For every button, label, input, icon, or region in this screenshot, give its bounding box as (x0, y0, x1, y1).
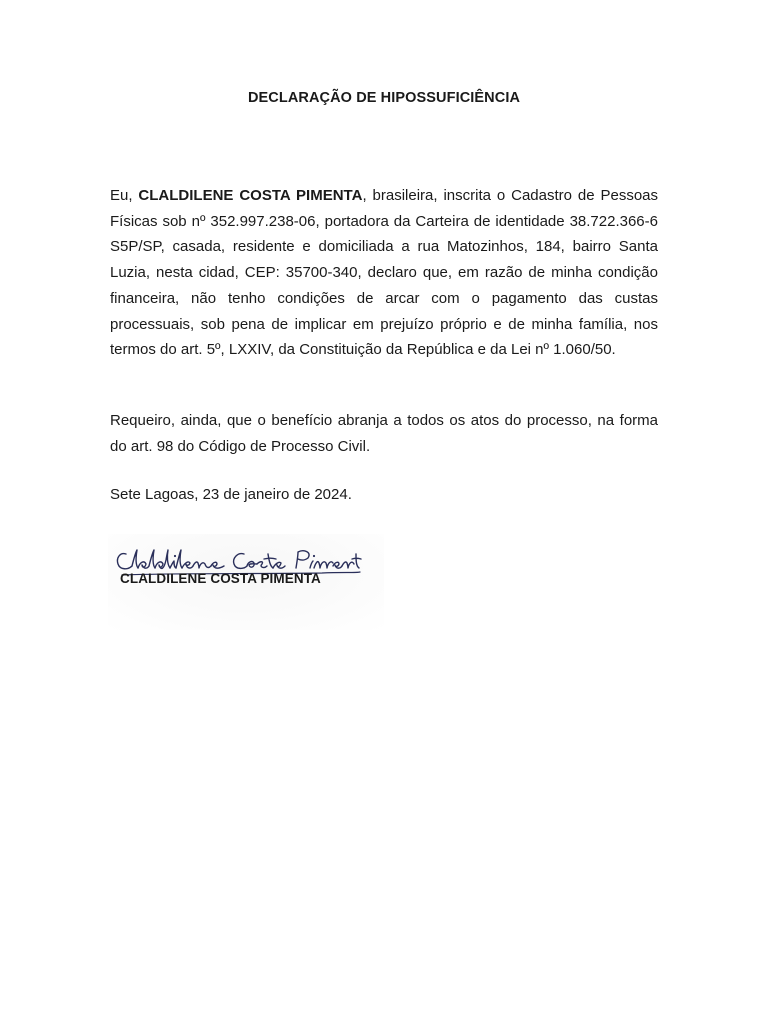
signature-block (108, 534, 384, 630)
declarant-name: CLALDILENE COSTA PIMENTA (138, 187, 363, 204)
signatory-printed-name: CLALDILENE COSTA PIMENTA (120, 571, 321, 586)
place-date: Sete Lagoas, 23 de janeiro de 2024. (110, 486, 352, 503)
document-title: DECLARAÇÃO DE HIPOSSUFICIÊNCIA (247, 90, 521, 106)
declaration-text: , brasileira, inscrita o Cadastro de Pessoas Físicas sob nº 352.997.238-06, portadora da Carteira de identidade 38.722.366-6 S5P/SP, casada, residente e domiciliada a rua Matozinhos, 184, bairro Santa Luzia, nesta cidad, CEP: 35700-340, declaro que, em razão de minha condição financeira, não tenho condições de arcar com o pagamento das custas processuais, sob pena de implicar em prejuízo próprio e de minha família, nos termos do art. 5º, LXXIV, da Constituição da República e da Lei nº 1.060/50. (110, 187, 659, 359)
paragraph-prefix: Eu, (110, 187, 139, 204)
request-paragraph: Requeiro, ainda, que o benefício abranja a todos os atos do processo, na forma do art. 98 do Código de Processo Civil. (110, 412, 658, 455)
declaration-paragraph (110, 183, 658, 363)
